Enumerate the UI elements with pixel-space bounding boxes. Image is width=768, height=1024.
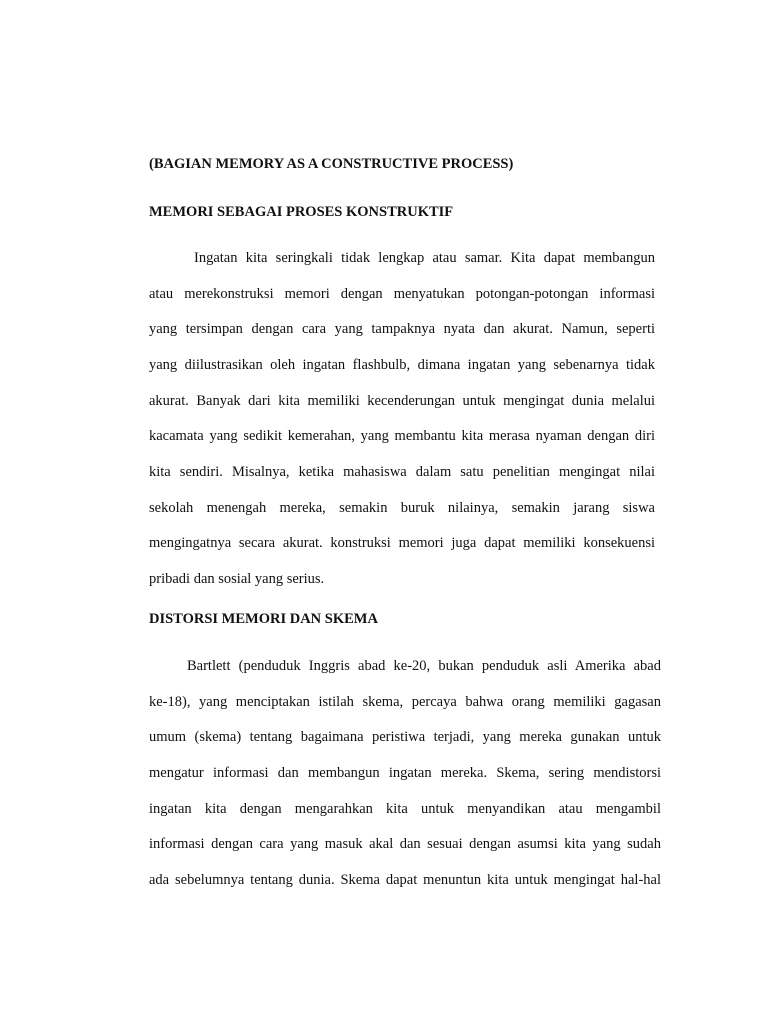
paragraph-line: pribadi dan sosial yang serius. xyxy=(149,571,325,587)
section-heading-distorsi-memori: DISTORSI MEMORI DAN SKEMA xyxy=(149,611,378,627)
paragraph-line: kacamata yang sedikit kemerahan, yang membantu kita merasa nyaman dengan diri xyxy=(149,428,655,444)
paragraph-line: ada sebelumnya tentang dunia. Skema dapat menuntun kita untuk mengingat hal-hal xyxy=(149,872,661,888)
paragraph-line: informasi dengan cara yang masuk akal dan sesuai dengan asumsi kita yang sudah xyxy=(149,836,661,852)
paragraph-line: kita sendiri. Misalnya, ketika mahasiswa dalam satu penelitian mengingat nilai xyxy=(149,464,655,480)
paragraph-line: ingatan kita dengan mengarahkan kita untuk menyandikan atau mengambil xyxy=(149,801,661,817)
paragraph-line: mengingatnya secara akurat. konstruksi memori juga dapat memiliki konsekuensi xyxy=(149,535,655,551)
paragraph-line: yang diilustrasikan oleh ingatan flashbulb, dimana ingatan yang sebenarnya tidak xyxy=(149,357,655,373)
paragraph-line: atau merekonstruksi memori dengan menyatukan potongan-potongan informasi xyxy=(149,286,655,302)
paragraph-line: ke-18), yang menciptakan istilah skema, percaya bahwa orang memiliki gagasan xyxy=(149,694,661,710)
paragraph-line: yang tersimpan dengan cara yang tampaknya nyata dan akurat. Namun, seperti xyxy=(149,321,655,337)
paragraph-line: mengatur informasi dan membangun ingatan mereka. Skema, sering mendistorsi xyxy=(149,765,661,781)
section-heading-memori-konstruktif: MEMORI SEBAGAI PROSES KONSTRUKTIF xyxy=(149,204,454,220)
paragraph-line: umum (skema) tentang bagaimana peristiwa terjadi, yang mereka gunakan untuk xyxy=(149,729,661,745)
paragraph-line: sekolah menengah mereka, semakin buruk nilainya, semakin jarang siswa xyxy=(149,500,655,516)
paragraph-line: akurat. Banyak dari kita memiliki kecenderungan untuk mengingat dunia melalui xyxy=(149,393,655,409)
paragraph-line: Bartlett (penduduk Inggris abad ke-20, bukan penduduk asli Amerika abad xyxy=(187,658,661,674)
document-title: (BAGIAN MEMORY AS A CONSTRUCTIVE PROCESS) xyxy=(149,156,514,172)
paragraph-line: Ingatan kita seringkali tidak lengkap atau samar. Kita dapat membangun xyxy=(194,250,655,266)
